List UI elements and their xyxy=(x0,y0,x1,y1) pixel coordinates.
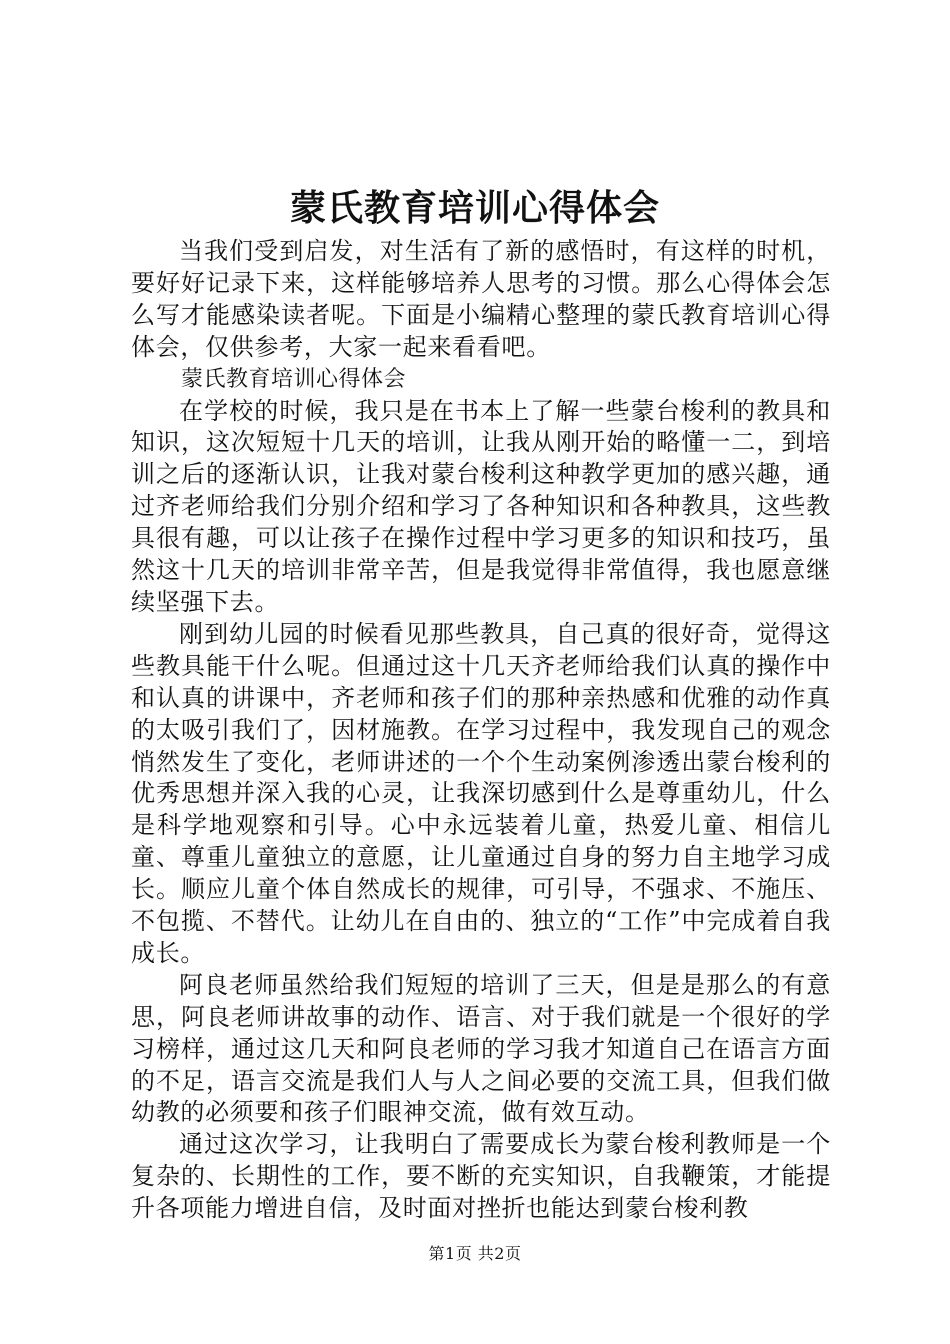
document-body xyxy=(131,236,831,1225)
body-paragraph-3: 阿良老师虽然给我们短短的培训了三天，但是是那么的有意思，阿良老师讲故事的动作、语言、对于我们就是一个很好的学习榜样，通过这几天和阿良老师的学习我才知道自己在语言方面的不足，语言交流是我们人与人之间必要的交流工具，但我们做幼教的必须要和孩子们眼神交流，做有效互动。 xyxy=(131,970,831,1127)
body-paragraph-2: 刚到幼儿园的时候看见那些教具，自己真的很好奇，觉得这些教具能干什么呢。但通过这十几天齐老师给我们认真的操作中和认真的讲课中，齐老师和孩子们的那种亲热感和优雅的动作真的太吸引我们了，因材施教。在学习过程中，我发现自己的观念悄然发生了变化，老师讲述的一个个生动案例渗透出蒙台梭利的优秀思想并深入我的心灵，让我深切感到什么是尊重幼儿，什么是科学地观察和引导。心中永远装着儿童，热爱儿童、相信儿童、尊重儿童独立的意愿，让儿童通过自身的努力自主地学习成长。顺应儿童个体自然成长的规律，可引导，不强求、不施压、不包揽、不替代。让幼儿在自由的、独立的“工作”中完成着自我成长。 xyxy=(131,619,831,967)
body-paragraph-4: 通过这次学习，让我明白了需要成长为蒙台梭利教师是一个复杂的、长期性的工作，要不断的充实知识，自我鞭策，才能提升各项能力增进自信，及时面对挫折也能达到蒙台梭利教 xyxy=(131,1130,831,1223)
page-footer: 第1页 共2页 xyxy=(428,1244,522,1263)
document-title: 蒙氏教育培训心得体会 xyxy=(289,187,660,229)
intro-paragraph: 当我们受到启发，对生活有了新的感悟时，有这样的时机，要好好记录下来，这样能够培养人思考的习惯。那么心得体会怎么写才能感染读者呢。下面是小编精心整理的蒙氏教育培训心得体会，仅供参考，大家一起来看看吧。 xyxy=(131,237,831,361)
body-paragraph-1: 在学校的时候，我只是在书本上了解一些蒙台梭利的教具和知识，这次短短十几天的培训，让我从刚开始的略懂一二，到培训之后的逐渐认识，让我对蒙台梭利这种教学更加的感兴趣，通过齐老师给我们分别介绍和学习了各种知识和各种教具，这些教具很有趣，可以让孩子在操作过程中学习更多的知识和技巧，虽然这十几天的培训非常辛苦，但是我觉得非常值得，我也愿意继续坚强下去。 xyxy=(131,396,831,616)
section-heading: 蒙氏教育培训心得体会 xyxy=(181,366,407,392)
